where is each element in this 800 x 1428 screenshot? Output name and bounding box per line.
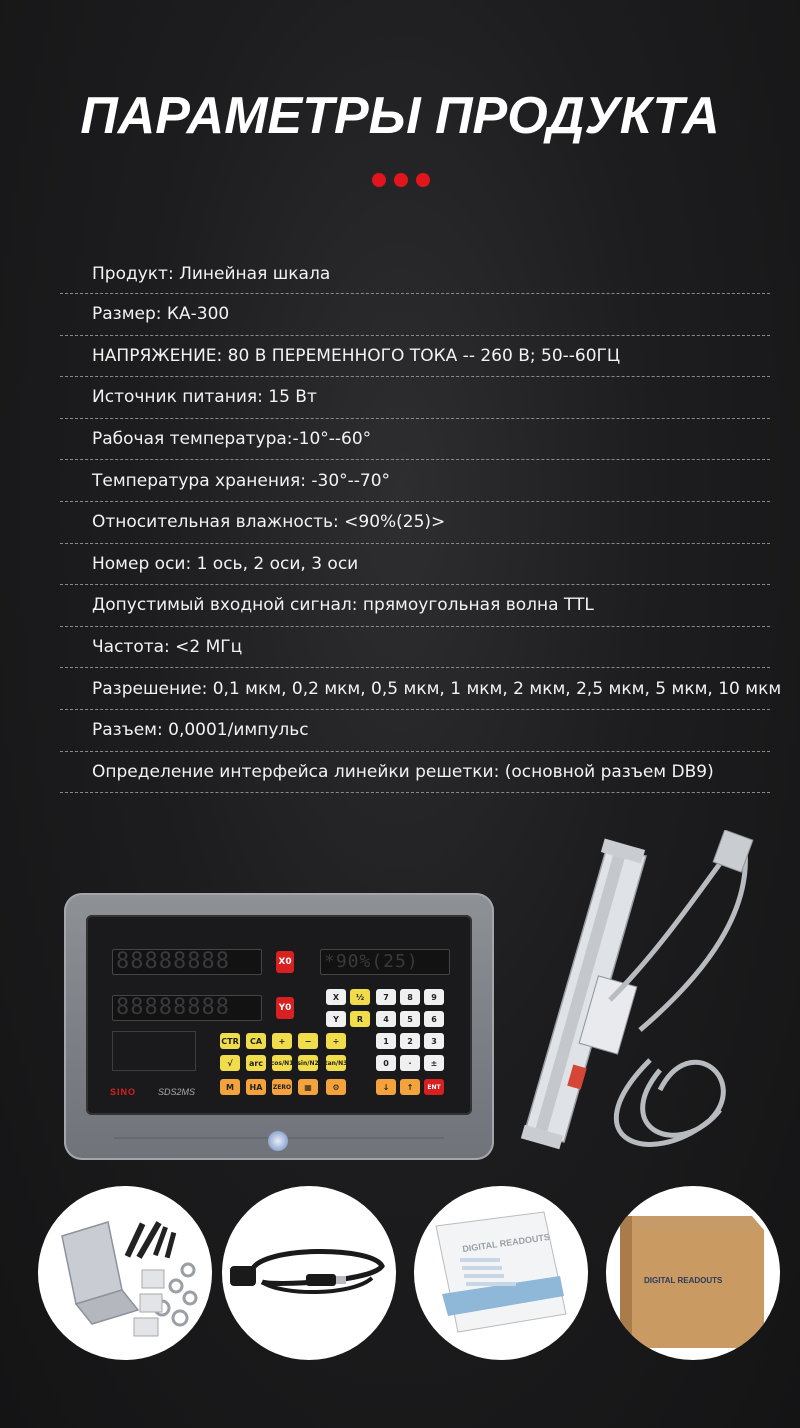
key-3: 3 [424,1033,444,1049]
key-arc: arc [246,1055,266,1071]
key-ent: ENT [424,1079,444,1095]
key-1: 1 [376,1033,396,1049]
accessory-packaging-box [606,1186,780,1360]
spec-row: Размер: КА-300 [60,294,770,336]
key-sqrt: √ [220,1055,240,1071]
y-axis-button: Y0 [276,997,294,1019]
spec-row: Допустимый входной сигнал: прямоугольная волна TTL [60,585,770,627]
key-8: 8 [400,989,420,1005]
spec-row: Определение интерфейса линейки решетки: (основной разъем DB9) [60,752,770,794]
key-4: 4 [376,1011,396,1027]
x-axis-display: 88888888 [112,949,262,975]
spec-row: Частота: <2 МГц [60,627,770,669]
accessory-mounting-kit [38,1186,212,1360]
box-icon [606,1186,780,1360]
spec-row: Продукт: Линейная шкала [60,254,770,294]
spec-row: Относительная влажность: <90%(25)> [60,502,770,544]
dro-unit-image [64,893,494,1160]
key-minus: − [298,1033,318,1049]
key-m: M [220,1079,240,1095]
title-dots [372,173,430,187]
dot-icon [394,173,408,187]
dot-icon [416,173,430,187]
key-ha: HA [246,1079,266,1095]
key-up: ↑ [400,1079,420,1095]
key-settings: ⚙ [326,1079,346,1095]
manual-title: DIGITAL READOUTS [461,1231,551,1255]
key-y: Y [326,1011,346,1027]
key-x: X [326,989,346,1005]
key-0: 0 [376,1055,396,1071]
spec-row: Разъем: 0,0001/импульс [60,710,770,752]
key-down: ↓ [376,1079,396,1095]
key-plusminus: ± [424,1055,444,1071]
power-cable-icon [222,1186,396,1360]
dro-logo: SINO [110,1087,137,1097]
dro-power-button [268,1131,288,1151]
accessory-power-cable [222,1186,396,1360]
dot-icon [372,173,386,187]
x-axis-button: X0 [276,951,294,973]
key-dot: · [400,1055,420,1071]
key-7: 7 [376,989,396,1005]
spec-row: Источник питания: 15 Вт [60,377,770,419]
spec-row: НАПРЯЖЕНИЕ: 80 В ПЕРЕМЕННОГО ТОКА -- 260 В; 50--60ГЦ [60,336,770,378]
dro-graphic-panel [112,1031,196,1071]
linear-scale-image [510,830,790,1170]
dro-model: SDS2MS [158,1087,196,1097]
key-9: 9 [424,989,444,1005]
key-5: 5 [400,1011,420,1027]
key-divide: ÷ [326,1033,346,1049]
key-r: R [350,1011,370,1027]
y-axis-display: 88888888 [112,995,262,1021]
key-half: ½ [350,989,370,1005]
key-cos: cos/N1 [272,1055,292,1071]
key-ca: CA [246,1033,266,1049]
key-6: 6 [424,1011,444,1027]
accessory-manual [414,1186,588,1360]
dro-front-panel [86,915,472,1115]
spec-list [92,254,782,793]
box-label: DIGITAL READOUTS [644,1276,723,1285]
key-sin: sin/N2 [298,1055,318,1071]
key-tan: tan/N3 [326,1055,346,1071]
spec-row: Разрешение: 0,1 мкм, 0,2 мкм, 0,5 мкм, 1 мкм, 2 мкм, 2,5 мкм, 5 мкм, 10 мкм [60,668,770,710]
bracket-icon [38,1186,212,1360]
spec-row: Температура хранения: -30°--70° [60,460,770,502]
key-zero: ZERO [272,1079,292,1095]
key-ctr: CTR [220,1033,240,1049]
key-grid: ▦ [298,1079,318,1095]
manual-icon [414,1186,588,1360]
spec-row: Рабочая температура:-10°--60° [60,419,770,461]
key-plus: + [272,1033,292,1049]
page-title: ПАРАМЕТРЫ ПРОДУКТА [80,87,720,145]
aux-display: *90%(25) [320,949,450,975]
spec-row: Номер оси: 1 ось, 2 оси, 3 оси [60,544,770,586]
key-2: 2 [400,1033,420,1049]
scale-bar [521,838,646,1149]
